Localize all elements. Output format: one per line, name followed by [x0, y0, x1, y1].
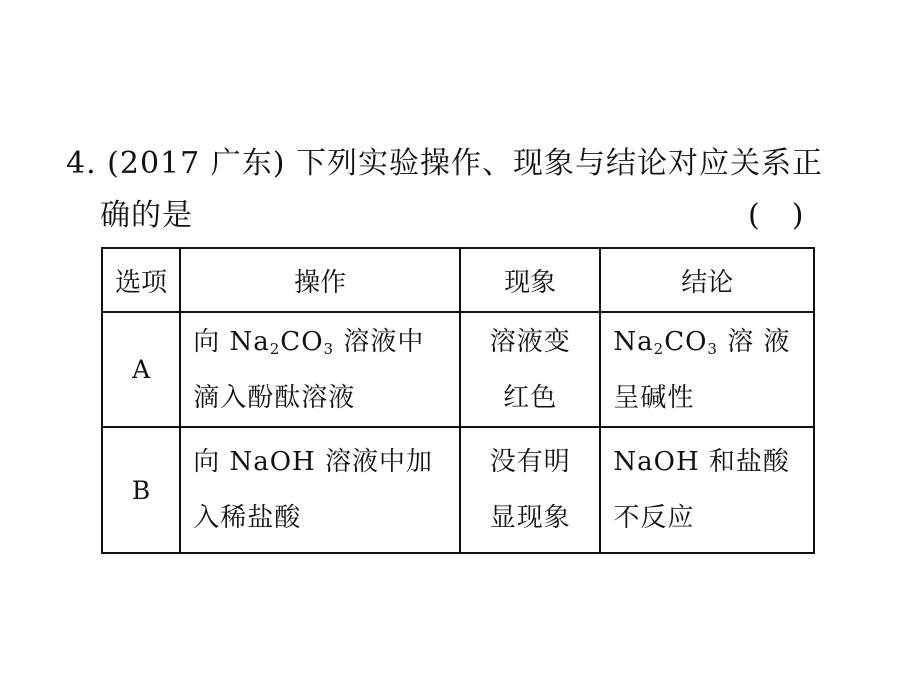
- table-row: [102, 312, 814, 427]
- header-phenomenon: 现象: [460, 248, 600, 312]
- operation-line-1: 向 NaOH 溶液中加: [193, 447, 433, 477]
- phenomenon-line-1: 没有明: [489, 447, 571, 477]
- header-option: 选项: [102, 248, 180, 312]
- conclusion-line-2: 不反应: [613, 503, 695, 533]
- phenomenon-line-2: 显现象: [489, 503, 571, 533]
- question-line-2-text: 确的是: [100, 198, 193, 233]
- header-operation: 操作: [180, 248, 460, 312]
- table-row: [102, 427, 814, 553]
- phenomenon-cell: [460, 427, 600, 553]
- operation-cell: [180, 427, 460, 553]
- question-line-1: 4. (2017 广东) 下列实验操作、现象与结论对应关系正: [66, 146, 823, 181]
- operation-line-1: 向 $Na_2CO_3$ 溶液中: [193, 326, 425, 358]
- conclusion-line-1: $Na_2CO_3$ 溶 液: [613, 326, 791, 358]
- experiment-table: [101, 247, 815, 554]
- question-line-2: [66, 190, 826, 242]
- conclusion-line-2: 呈碱性: [613, 382, 695, 413]
- option-label: A: [102, 312, 180, 427]
- operation-line-2: 入稀盐酸: [193, 503, 302, 533]
- operation-line-2: 滴入酚酞溶液: [193, 382, 356, 413]
- conclusion-cell: [600, 427, 814, 553]
- option-label: B: [102, 427, 180, 553]
- conclusion-cell: [600, 312, 814, 427]
- header-conclusion: 结论: [600, 248, 814, 312]
- phenomenon-line-2: 红色: [503, 382, 558, 413]
- phenomenon-line-1: 溶液变: [489, 326, 571, 357]
- operation-cell: [180, 312, 460, 427]
- answer-blank: ( ): [748, 198, 805, 233]
- phenomenon-cell: [460, 312, 600, 427]
- table-header-row: [102, 248, 814, 312]
- question-stem: [66, 138, 826, 242]
- conclusion-line-1: NaOH 和盐酸: [613, 447, 790, 477]
